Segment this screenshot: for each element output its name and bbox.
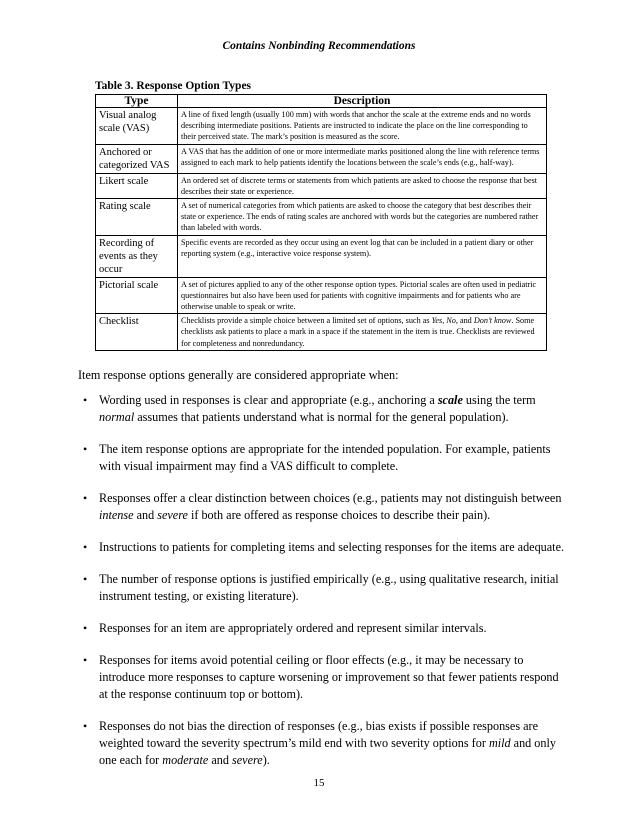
item-text: Responses for items avoid potential ceiling or floor effects (e.g., it may be necessary to introduce more responses to capture worsening or improvement so that fewer patients respond at the response continuum top or bottom).	[99, 653, 559, 701]
bullet-icon: •	[83, 621, 88, 635]
row-type: Pictorial scale	[96, 277, 178, 314]
row-type: Rating scale	[96, 199, 178, 236]
bullet-icon: •	[83, 653, 88, 667]
row-description: An ordered set of discrete terms or statements from which patients are asked to choose the response that best describes their state or experience.	[178, 173, 547, 198]
list-item	[78, 539, 568, 556]
column-header-type: Type	[96, 95, 178, 108]
item-emphasis: severe	[157, 508, 188, 522]
item-text: assumes that patients understand what is normal for the general population).	[134, 410, 509, 424]
intro-paragraph: Item response options generally are considered appropriate when:	[78, 368, 399, 382]
desc-text: Checklists provide a simple choice between a limited set of options, such as	[181, 316, 432, 326]
row-type: Checklist	[96, 314, 178, 351]
list-item	[78, 441, 568, 475]
list-item	[78, 652, 568, 703]
row-description: A set of pictures applied to any of the other response option types. Pictorial scales are often used in pediatric questionnaires but also have been used for patients with cognitive impairments and for patients who are otherwise unable to speak or write.	[178, 277, 547, 314]
desc-text: ,	[442, 316, 447, 326]
desc-text: . Some checklists ask patients to place a mark in a space if the statement in the item is true. Checklists are reviewed for completeness and nonredundancy.	[181, 316, 535, 348]
desc-emphasis: Yes	[431, 316, 443, 326]
bullet-icon: •	[83, 572, 88, 586]
table-row	[96, 235, 547, 277]
list-item	[78, 571, 568, 605]
table-header-row	[96, 95, 547, 108]
desc-emphasis: No	[446, 316, 456, 326]
item-text: Instructions to patients for completing items and selecting responses for the items are adequate.	[99, 540, 565, 554]
list-item	[78, 620, 568, 637]
table-row	[96, 173, 547, 198]
column-header-description: Description	[178, 95, 547, 108]
desc-emphasis: Don’t know	[473, 316, 512, 326]
item-text: and only one each for	[99, 736, 556, 767]
item-text: The number of response options is justified empirically (e.g., using qualitative research, initial instrument testing, or existing literature).	[99, 572, 559, 603]
item-text: Wording used in responses is clear and appropriate (e.g., anchoring a	[99, 393, 438, 407]
item-text: if both are offered as response choices to describe their pain).	[187, 508, 491, 522]
page-header: Contains Nonbinding Recommendations	[222, 40, 416, 52]
row-type: Recording of events as they occur	[96, 235, 178, 277]
item-text: using the term	[462, 393, 536, 407]
row-description	[178, 314, 547, 351]
item-emphasis: severe	[232, 753, 263, 767]
bullet-icon: •	[83, 491, 88, 505]
table-row	[96, 144, 547, 173]
table-row	[96, 314, 547, 351]
table-row	[96, 277, 547, 314]
row-description: A set of numerical categories from which patients are asked to choose the category that best describes their state or experience. The ends of rating scales are anchored with words but the categories are numbered rather than labeled with words.	[178, 199, 547, 236]
list-item	[78, 718, 568, 769]
row-type: Anchored or categorized VAS	[96, 144, 178, 173]
item-text: Responses for an item are appropriately ordered and represent similar intervals.	[99, 621, 487, 635]
bullet-icon: •	[83, 442, 88, 456]
item-text: Responses offer a clear distinction between choices (e.g., patients may not distinguish between	[99, 491, 562, 505]
list-item	[78, 490, 568, 524]
item-text: Responses do not bias the direction of responses (e.g., bias exists if possible responses are weighted toward the severity spectrum’s mild end with two severity options for	[99, 719, 539, 750]
row-description: Specific events are recorded as they occur using an event log that can be included in a patient diary or other reporting system (e.g., interactive voice response system).	[178, 235, 547, 277]
table-row	[96, 108, 547, 145]
criteria-list	[78, 392, 568, 769]
item-text: ).	[262, 753, 270, 767]
table-row	[96, 199, 547, 236]
row-description: A line of fixed length (usually 100 mm) with words that anchor the scale at the extreme ends and no words describing intermediate positions. Patients are instructed to indicate the place on the line corresponding to their perceived state. The mark’s position is measured as the score.	[178, 108, 547, 145]
list-item	[78, 392, 568, 426]
row-type: Visual analog scale (VAS)	[96, 108, 178, 145]
item-emphasis: normal	[99, 410, 135, 424]
bullet-icon: •	[83, 393, 88, 407]
item-emphasis: scale	[437, 393, 463, 407]
desc-text: , and	[455, 316, 474, 326]
page-number: 15	[313, 777, 325, 789]
item-text: and	[133, 508, 158, 522]
item-text: and	[208, 753, 233, 767]
row-type: Likert scale	[96, 173, 178, 198]
item-emphasis: moderate	[162, 753, 209, 767]
item-text: The item response options are appropriate for the intended population. For example, patients with visual impairment may find a VAS difficult to complete.	[99, 442, 551, 473]
bullet-icon: •	[83, 719, 88, 733]
item-emphasis: mild	[488, 736, 511, 750]
response-option-table	[95, 94, 547, 351]
bullet-icon: •	[83, 540, 88, 554]
table-title: Table 3. Response Option Types	[95, 80, 252, 92]
row-description: A VAS that has the addition of one or more intermediate marks positioned along the line with reference terms assigned to each mark to help patients identify the locations between the scale’s ends (e.g., half-way).	[178, 144, 547, 173]
item-emphasis: intense	[99, 508, 134, 522]
